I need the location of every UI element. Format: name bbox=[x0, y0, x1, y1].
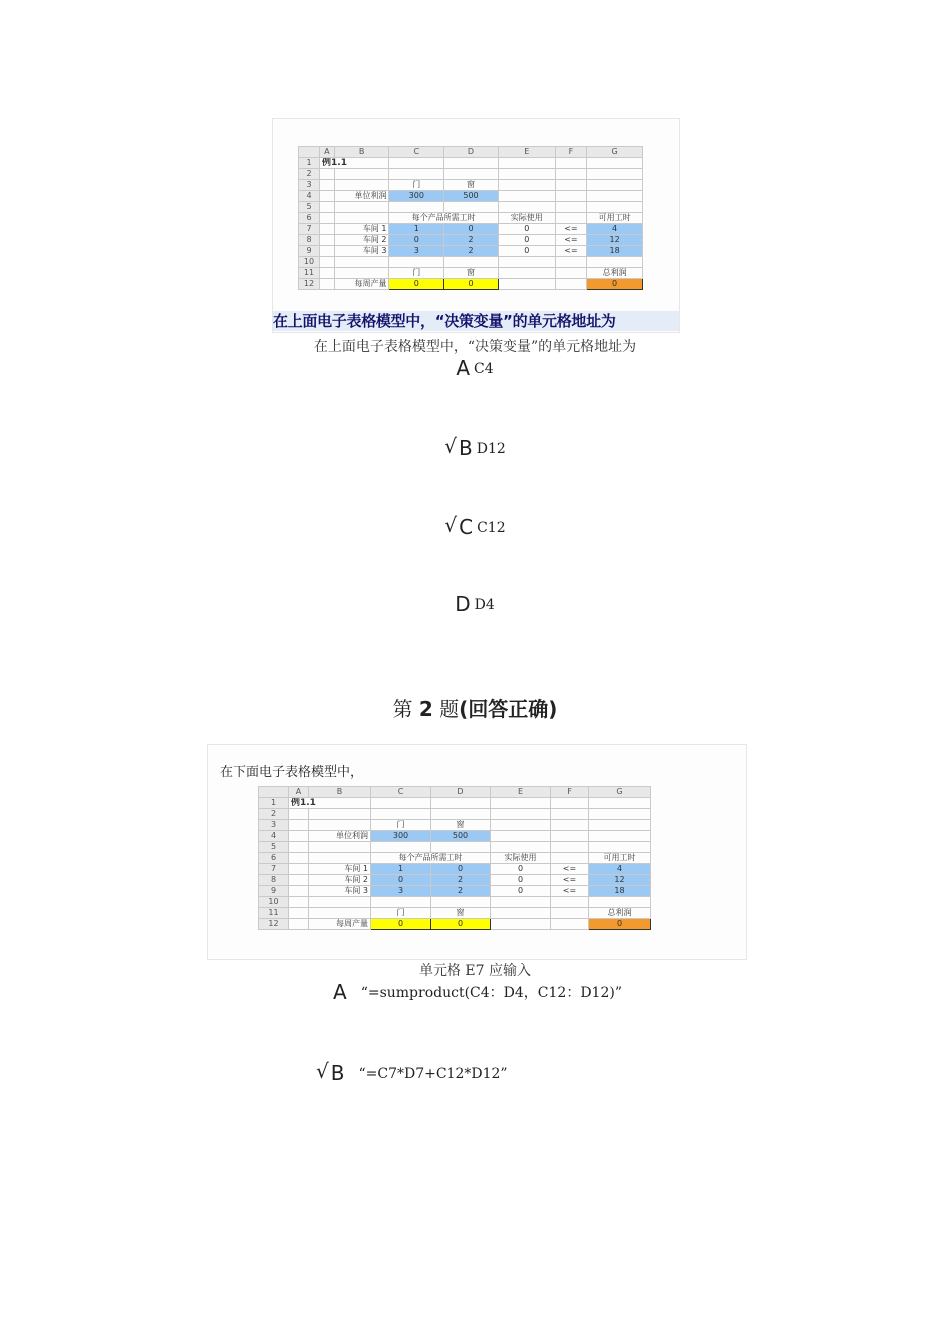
cell-c4: 300 bbox=[371, 831, 431, 842]
spreadsheet-grid: A B C D E F G 1 例1.1 2 3 门 窗 4 单位利润 300 500 5 6 每个产品所需工时 实际使用 可用工时 7 车间 1 1 0 0 <= 4 8 车间 2 0 2 0 <= 12 9 车间 3 3 2 0 <= 18 10 11 门 窗 总利润 12 每周产量 0 0 0 bbox=[298, 146, 643, 290]
door-label: 门 bbox=[389, 180, 444, 191]
spreadsheet-screenshot-1 bbox=[272, 118, 680, 333]
cell-c4: 300 bbox=[389, 191, 444, 202]
window-label: 窗 bbox=[444, 180, 499, 191]
cell-d12: 0 bbox=[444, 279, 499, 290]
q1-option-d[interactable]: D D4 bbox=[455, 592, 495, 616]
q1-option-b[interactable]: √ B D12 bbox=[444, 434, 506, 460]
cell-d4: 500 bbox=[431, 831, 491, 842]
unit-profit-label: 单位利润 bbox=[334, 191, 389, 202]
q2-option-b[interactable]: √ B “=C7*D7+C12*D12” bbox=[316, 1059, 508, 1085]
actual-use-header: 实际使用 bbox=[498, 213, 555, 224]
check-icon: √ bbox=[444, 513, 458, 537]
cell-d4: 500 bbox=[444, 191, 499, 202]
cell-c12: 0 bbox=[371, 919, 431, 930]
q1-option-a[interactable]: A C4 bbox=[456, 356, 494, 380]
available-hours-header: 可用工时 bbox=[587, 213, 643, 224]
weekly-output-label: 每周产量 bbox=[334, 279, 389, 290]
hours-per-product-header: 每个产品所需工时 bbox=[389, 213, 498, 224]
cell-d12: 0 bbox=[431, 919, 491, 930]
spreadsheet-screenshot-2 bbox=[207, 744, 747, 960]
image-caption: 在下面电子表格模型中， bbox=[220, 765, 364, 780]
question-1-text: 在上面电子表格模型中，“决策变量”的单元格地址为 bbox=[313, 339, 637, 355]
check-icon: √ bbox=[316, 1059, 329, 1083]
q1-option-c[interactable]: √ C C12 bbox=[444, 513, 506, 539]
total-profit-label: 总利润 bbox=[587, 268, 643, 279]
cell-e7: 0 bbox=[491, 864, 551, 875]
sheet-title: 例1.1 bbox=[320, 158, 389, 169]
sheet-title: 例1.1 bbox=[289, 798, 371, 809]
cell-g12: 0 bbox=[589, 919, 651, 930]
cell-g12: 0 bbox=[587, 279, 643, 290]
spreadsheet-grid: A B C D E F G 1 例1.1 2 3 门 窗 4 单位利润 300 500 5 6 每个产品所需工时 实际使用 可用工时 7 车间 1 1 0 0 <= 4 8 车间 2 0 2 0 <= 12 9 车间 3 3 2 0 <= 18 10 11 门 窗 总利润 12 每周产量 0 0 0 bbox=[258, 786, 651, 930]
q2-option-a[interactable]: A “=sumproduct(C4：D4，C12：D12)” bbox=[333, 980, 622, 1004]
check-icon: √ bbox=[444, 434, 457, 458]
question-2-heading: 第 2 题(回答正确) bbox=[392, 697, 558, 721]
image-caption: 在上面电子表格模型中，“决策变量”的单元格地址为 bbox=[273, 311, 679, 331]
question-2-text: 单元格 E7 应输入 bbox=[418, 963, 532, 979]
cell-c12: 0 bbox=[389, 279, 444, 290]
